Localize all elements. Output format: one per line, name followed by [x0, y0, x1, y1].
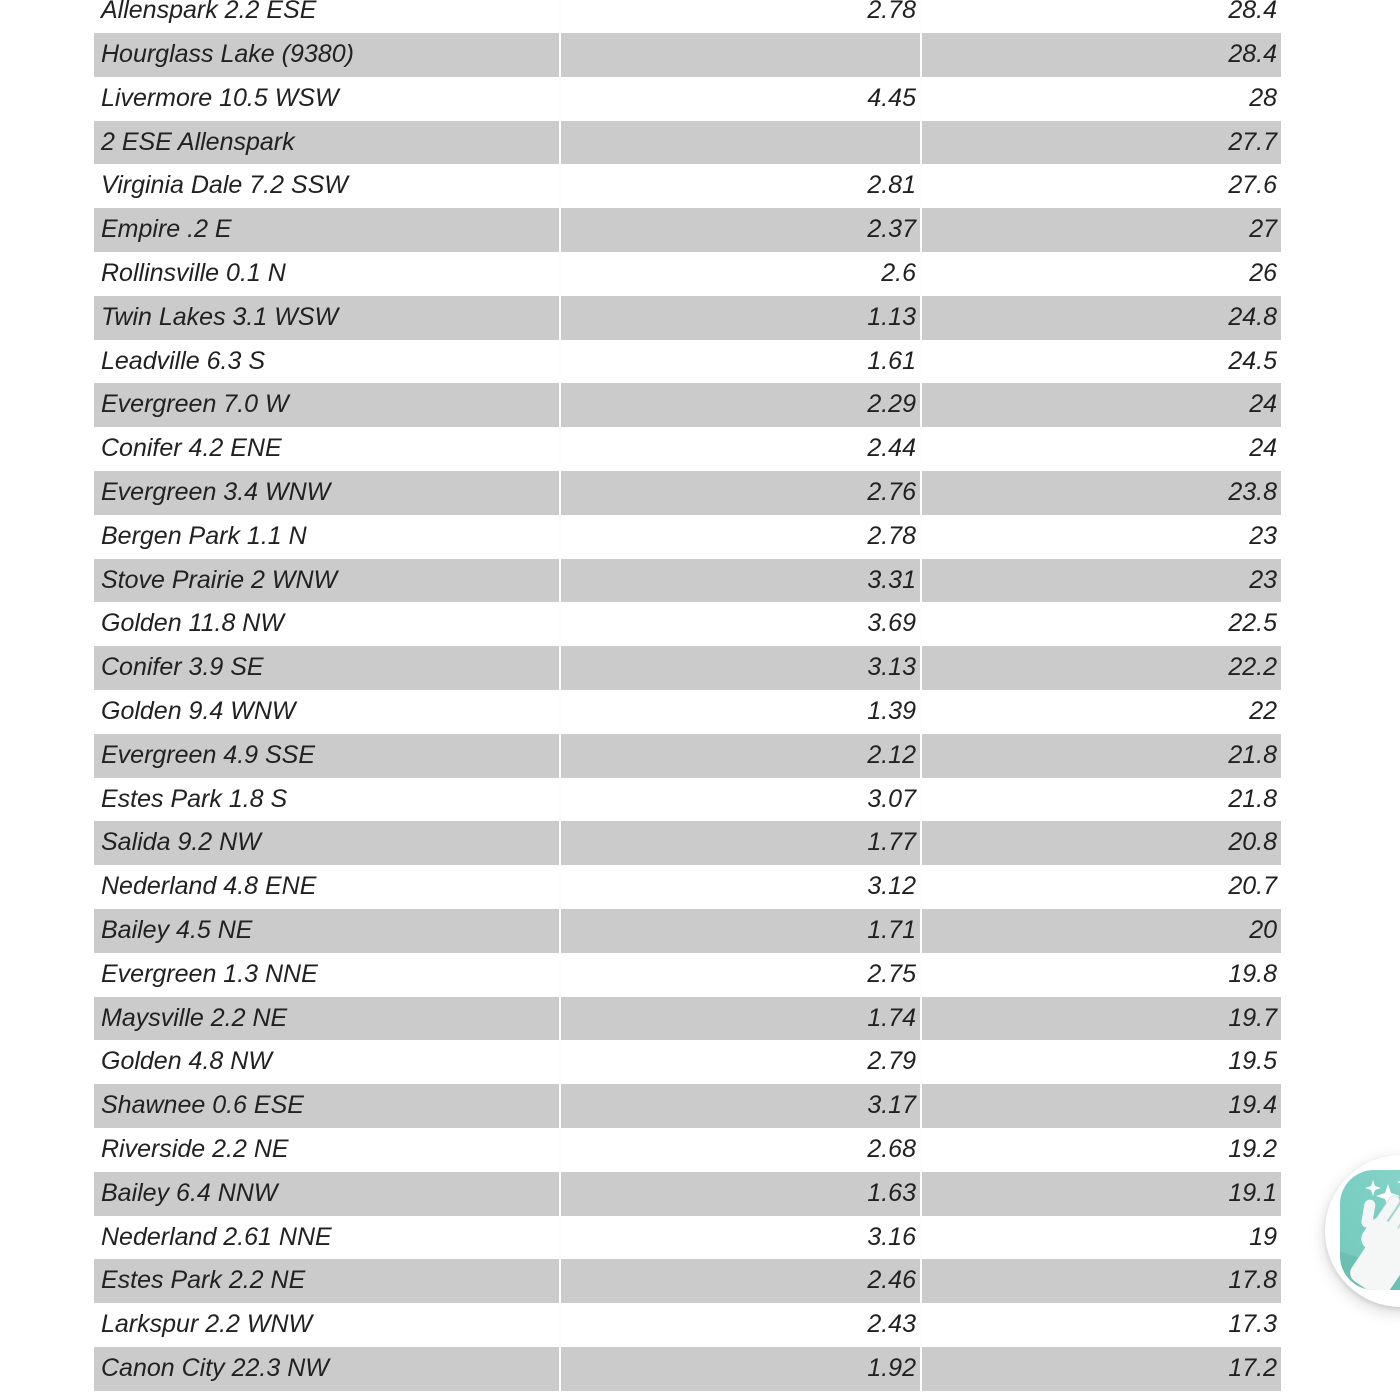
station-name-cell: Estes Park 1.8 S — [101, 784, 288, 813]
value-cell-1: 3.12 — [559, 865, 920, 909]
value-cell-1: 2.81 — [559, 164, 920, 208]
value-cell-1: 2.75 — [559, 953, 920, 997]
value-cell-1: 3.31 — [559, 559, 920, 603]
table-row — [94, 0, 1281, 33]
value-cell-2: 21.8 — [920, 734, 1281, 778]
station-name-cell: Evergreen 3.4 WNW — [101, 477, 331, 506]
value-cell-1: 1.61 — [559, 340, 920, 384]
value-cell-1: 2.44 — [559, 427, 920, 471]
value-cell-2: 20 — [920, 909, 1281, 953]
station-name-cell: Conifer 4.2 ENE — [101, 434, 282, 463]
clap-hands-icon — [1340, 1170, 1400, 1290]
table-row — [94, 953, 1281, 997]
table-row — [94, 121, 1281, 165]
value-cell-2: 28 — [920, 77, 1281, 121]
value-cell-1: 2.79 — [559, 1040, 920, 1084]
value-cell-1 — [559, 33, 920, 77]
value-cell-1: 2.78 — [559, 515, 920, 559]
value-cell-1: 2.12 — [559, 734, 920, 778]
value-cell-1: 1.13 — [559, 296, 920, 340]
value-cell-2: 24 — [920, 383, 1281, 427]
value-cell-1: 2.37 — [559, 208, 920, 252]
table-row — [94, 383, 1281, 427]
value-cell-2: 19.4 — [920, 1084, 1281, 1128]
table-row — [94, 208, 1281, 252]
clap-icon — [1340, 1170, 1400, 1290]
station-name-cell: Rollinsville 0.1 N — [101, 258, 286, 287]
station-name-cell: Evergreen 4.9 SSE — [101, 740, 316, 769]
station-name-cell: Virginia Dale 7.2 SSW — [101, 171, 348, 200]
station-name-cell: Conifer 3.9 SE — [101, 653, 264, 682]
table-row — [94, 690, 1281, 734]
station-name-cell: Estes Park 2.2 NE — [101, 1266, 306, 1295]
value-cell-1: 1.92 — [559, 1347, 920, 1391]
station-name-cell: Hourglass Lake (9380) — [101, 40, 354, 68]
station-name-cell: Canon City 22.3 NW — [101, 1353, 329, 1382]
table-row — [94, 865, 1281, 909]
value-cell-1: 2.68 — [559, 1128, 920, 1172]
value-cell-2: 28.4 — [920, 0, 1281, 33]
value-cell-1: 2.29 — [559, 383, 920, 427]
station-name-cell: Shawnee 0.6 ESE — [101, 1091, 304, 1120]
station-name-cell: Riverside 2.2 NE — [101, 1134, 289, 1163]
value-cell-1: 2.46 — [559, 1259, 920, 1303]
value-cell-1: 1.77 — [559, 821, 920, 865]
station-name-cell: Evergreen 7.0 W — [101, 390, 289, 419]
station-name-cell: Golden 9.4 WNW — [101, 696, 296, 725]
value-cell-2: 19.7 — [920, 997, 1281, 1041]
value-cell-2: 22.2 — [920, 646, 1281, 690]
station-name-cell: Larkspur 2.2 WNW — [101, 1310, 313, 1339]
table-row — [94, 1172, 1281, 1216]
table-row — [94, 1259, 1281, 1303]
value-cell-2: 24.5 — [920, 340, 1281, 384]
table-row — [94, 909, 1281, 953]
value-cell-1 — [559, 121, 920, 165]
station-name-cell: Bailey 4.5 NE — [101, 915, 253, 944]
value-cell-2: 20.8 — [920, 821, 1281, 865]
table-row — [94, 559, 1281, 603]
value-cell-2: 27.7 — [920, 121, 1281, 165]
value-cell-1: 3.17 — [559, 1084, 920, 1128]
station-name-cell: Leadville 6.3 S — [101, 346, 266, 375]
table-row — [94, 1040, 1281, 1084]
station-name-cell: Nederland 2.61 NNE — [101, 1222, 332, 1251]
value-cell-2: 23.8 — [920, 471, 1281, 515]
station-name-cell: Golden 4.8 NW — [101, 1047, 272, 1076]
value-cell-2: 19.2 — [920, 1128, 1281, 1172]
value-cell-2: 23 — [920, 515, 1281, 559]
table-row — [94, 1347, 1281, 1391]
value-cell-1: 3.16 — [559, 1216, 920, 1260]
value-cell-2: 28.4 — [920, 33, 1281, 77]
station-name-cell: Stove Prairie 2 WNW — [101, 565, 338, 594]
value-cell-1: 2.76 — [559, 471, 920, 515]
table-row — [94, 1303, 1281, 1347]
value-cell-1: 2.6 — [559, 252, 920, 296]
value-cell-2: 17.3 — [920, 1303, 1281, 1347]
value-cell-1: 1.63 — [559, 1172, 920, 1216]
table-row — [94, 821, 1281, 865]
value-cell-2: 19.8 — [920, 953, 1281, 997]
table-row — [94, 515, 1281, 559]
table-row — [94, 471, 1281, 515]
station-name-cell: Golden 11.8 NW — [101, 609, 284, 638]
table-row — [94, 646, 1281, 690]
table-row — [94, 778, 1281, 822]
table-row — [94, 77, 1281, 121]
table-row — [94, 997, 1281, 1041]
table-row — [94, 296, 1281, 340]
value-cell-1: 1.39 — [559, 690, 920, 734]
value-cell-2: 27.6 — [920, 164, 1281, 208]
value-cell-1: 1.71 — [559, 909, 920, 953]
value-cell-1: 2.78 — [559, 0, 920, 33]
value-cell-2: 22.5 — [920, 602, 1281, 646]
value-cell-2: 17.8 — [920, 1259, 1281, 1303]
station-name-cell: 2 ESE Allenspark — [101, 127, 295, 156]
value-cell-2: 27 — [920, 208, 1281, 252]
station-name-cell: Maysville 2.2 NE — [101, 1003, 288, 1032]
value-cell-2: 22 — [920, 690, 1281, 734]
value-cell-1: 4.45 — [559, 77, 920, 121]
value-cell-1: 3.69 — [559, 602, 920, 646]
station-name-cell: Evergreen 1.3 NNE — [101, 959, 318, 988]
table-row — [94, 1084, 1281, 1128]
station-name-cell: Allenspark 2.2 ESE — [101, 0, 317, 25]
value-cell-2: 26 — [920, 252, 1281, 296]
value-cell-2: 19 — [920, 1216, 1281, 1260]
table-row — [94, 602, 1281, 646]
value-cell-1: 3.13 — [559, 646, 920, 690]
table-row — [94, 734, 1281, 778]
value-cell-2: 17.2 — [920, 1347, 1281, 1391]
stations-table — [94, 0, 1281, 1391]
value-cell-1: 2.43 — [559, 1303, 920, 1347]
table-row — [94, 33, 1281, 77]
station-name-cell: Salida 9.2 NW — [101, 828, 261, 857]
station-name-cell: Bailey 6.4 NNW — [101, 1178, 278, 1207]
value-cell-1: 1.74 — [559, 997, 920, 1041]
station-name-cell: Twin Lakes 3.1 WSW — [101, 302, 339, 331]
station-name-cell: Livermore 10.5 WSW — [101, 83, 339, 112]
table-row — [94, 252, 1281, 296]
table-row — [94, 427, 1281, 471]
station-name-cell: Nederland 4.8 ENE — [101, 872, 317, 901]
clap-fab-button[interactable] — [1325, 1155, 1400, 1307]
station-name-cell: Bergen Park 1.1 N — [101, 521, 307, 550]
table-row — [94, 1216, 1281, 1260]
value-cell-2: 19.5 — [920, 1040, 1281, 1084]
value-cell-2: 24.8 — [920, 296, 1281, 340]
value-cell-2: 24 — [920, 427, 1281, 471]
value-cell-2: 20.7 — [920, 865, 1281, 909]
station-name-cell: Empire .2 E — [101, 215, 232, 244]
value-cell-2: 23 — [920, 559, 1281, 603]
value-cell-2: 21.8 — [920, 778, 1281, 822]
table-row — [94, 340, 1281, 384]
table-row — [94, 1128, 1281, 1172]
value-cell-1: 3.07 — [559, 778, 920, 822]
table-row — [94, 164, 1281, 208]
value-cell-2: 19.1 — [920, 1172, 1281, 1216]
